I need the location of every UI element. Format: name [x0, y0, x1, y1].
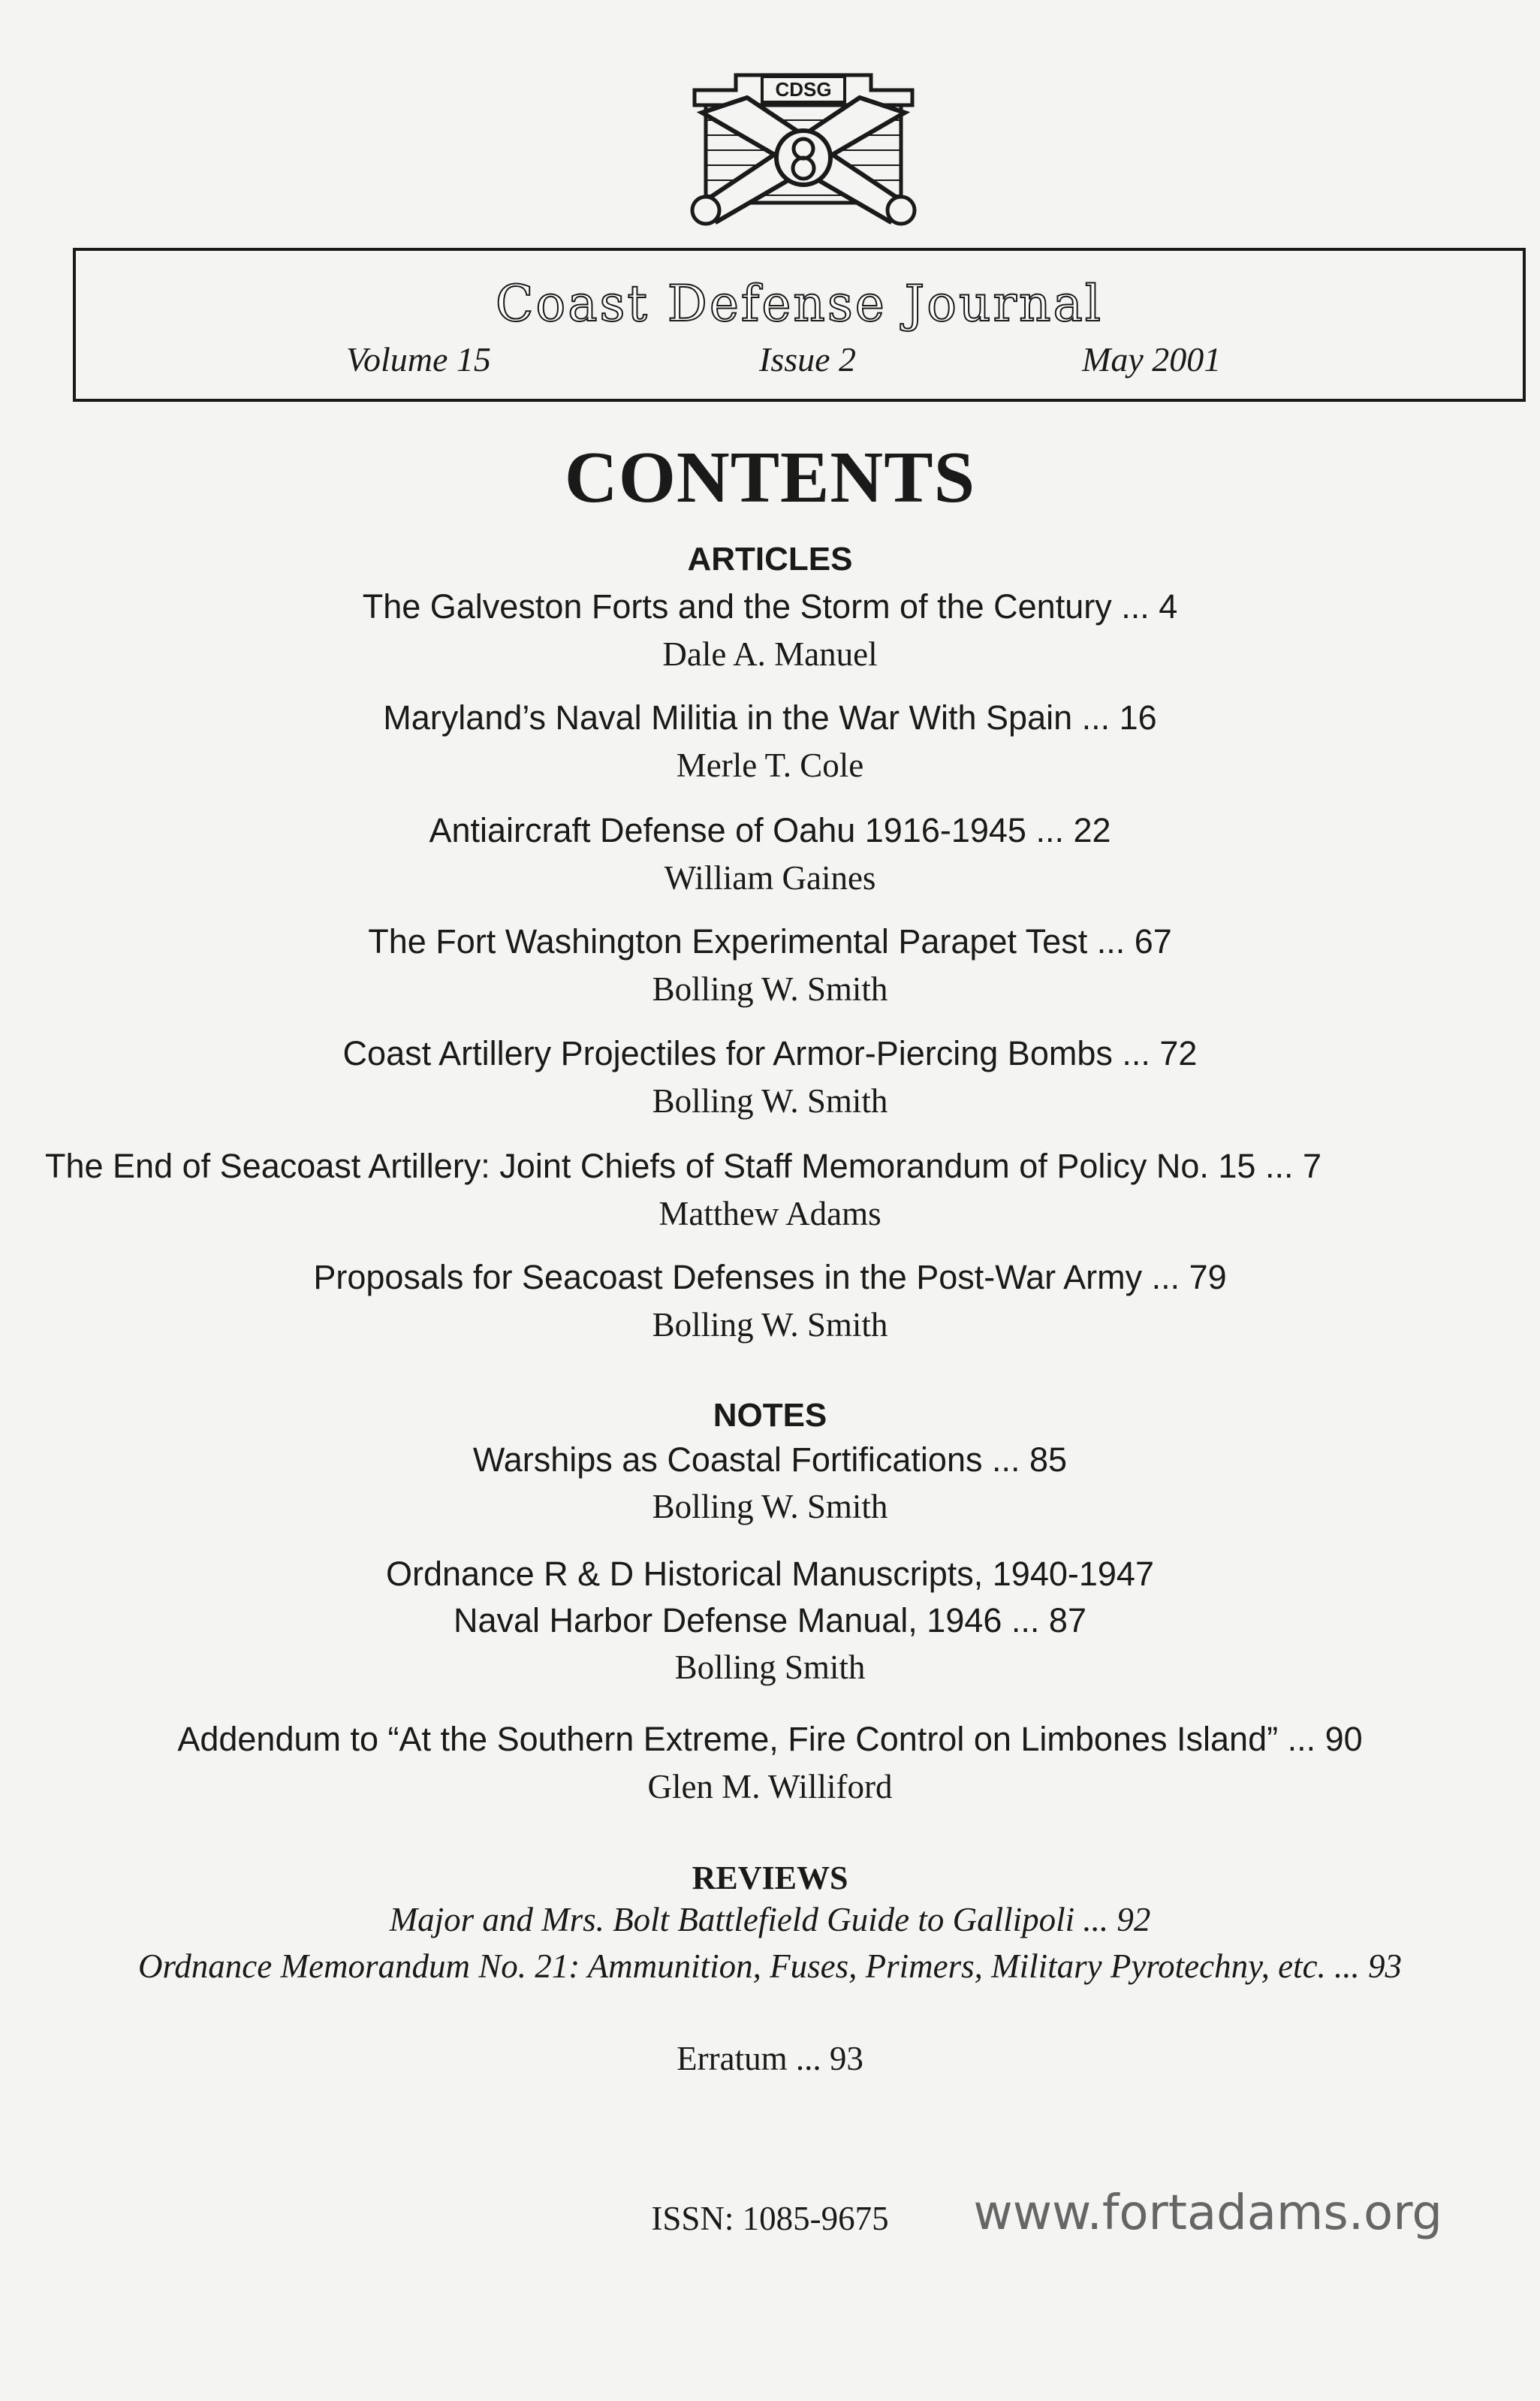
volume-label: Volume 15 — [346, 340, 491, 379]
erratum-line: Erratum ... 93 — [677, 2040, 863, 2077]
note-title: Addendum to “At the Southern Extreme, Fire Control on Limbones Island” ... 90 — [177, 1720, 1363, 1758]
article-author: Matthew Adams — [658, 1195, 882, 1232]
issue-label: Issue 2 — [759, 340, 857, 379]
reviews-heading: REVIEWS — [692, 1860, 848, 1896]
article-author: Bolling W. Smith — [652, 1306, 888, 1344]
article-author: Dale A. Manuel — [662, 635, 878, 673]
article-author: William Gaines — [664, 859, 876, 897]
journal-title: Coast Defense Journal — [495, 275, 1104, 333]
masthead-box — [73, 248, 1526, 402]
notes-heading: NOTES — [713, 1397, 827, 1434]
note-author: Glen M. Williford — [647, 1768, 893, 1805]
note-author: Bolling W. Smith — [652, 1488, 888, 1525]
logo-badge-text: CDSG — [775, 78, 832, 101]
article-title: Proposals for Seacoast Defenses in the Post-War Army ... 79 — [313, 1258, 1227, 1296]
article-author: Bolling W. Smith — [652, 1082, 888, 1120]
article-author: Merle T. Cole — [676, 747, 864, 784]
article-author: Bolling W. Smith — [652, 970, 888, 1008]
article-title: Antiaircraft Defense of Oahu 1916-1945 ... 22 — [429, 811, 1111, 849]
review-item: Major and Mrs. Bolt Battlefield Guide to Gallipoli ... 92 — [389, 1901, 1151, 1938]
article-title: The Fort Washington Experimental Parapet Test ... 67 — [368, 922, 1172, 961]
issn-line: ISSN: 1085-9675 — [651, 2200, 889, 2237]
contents-heading: CONTENTS — [564, 437, 976, 518]
article-title: Maryland’s Naval Militia in the War With Spain ... 16 — [383, 698, 1157, 737]
note-author: Bolling Smith — [674, 1648, 866, 1686]
article-title: The Galveston Forts and the Storm of the Century ... 4 — [362, 587, 1178, 626]
watermark-url: www.fortadams.org — [973, 2185, 1442, 2241]
articles-heading: ARTICLES — [687, 541, 853, 578]
cdsg-logo — [680, 60, 927, 240]
article-title: Coast Artillery Projectiles for Armor-Piercing Bombs ... 72 — [342, 1034, 1198, 1072]
note-title: Warships as Coastal Fortifications ... 85 — [472, 1440, 1068, 1479]
note-title-line2: Naval Harbor Defense Manual, 1946 ... 87 — [454, 1601, 1086, 1639]
article-title: The End of Seacoast Artillery: Joint Chiefs of Staff Memorandum of Policy No. 15 ... 7 — [45, 1147, 1322, 1185]
date-label: May 2001 — [1082, 340, 1222, 379]
review-item: Ordnance Memorandum No. 21: Ammunition, Fuses, Primers, Military Pyrotechny, etc. ... 93 — [137, 1947, 1403, 1985]
note-title: Ordnance R & D Historical Manuscripts, 1940-1947 — [386, 1555, 1154, 1593]
